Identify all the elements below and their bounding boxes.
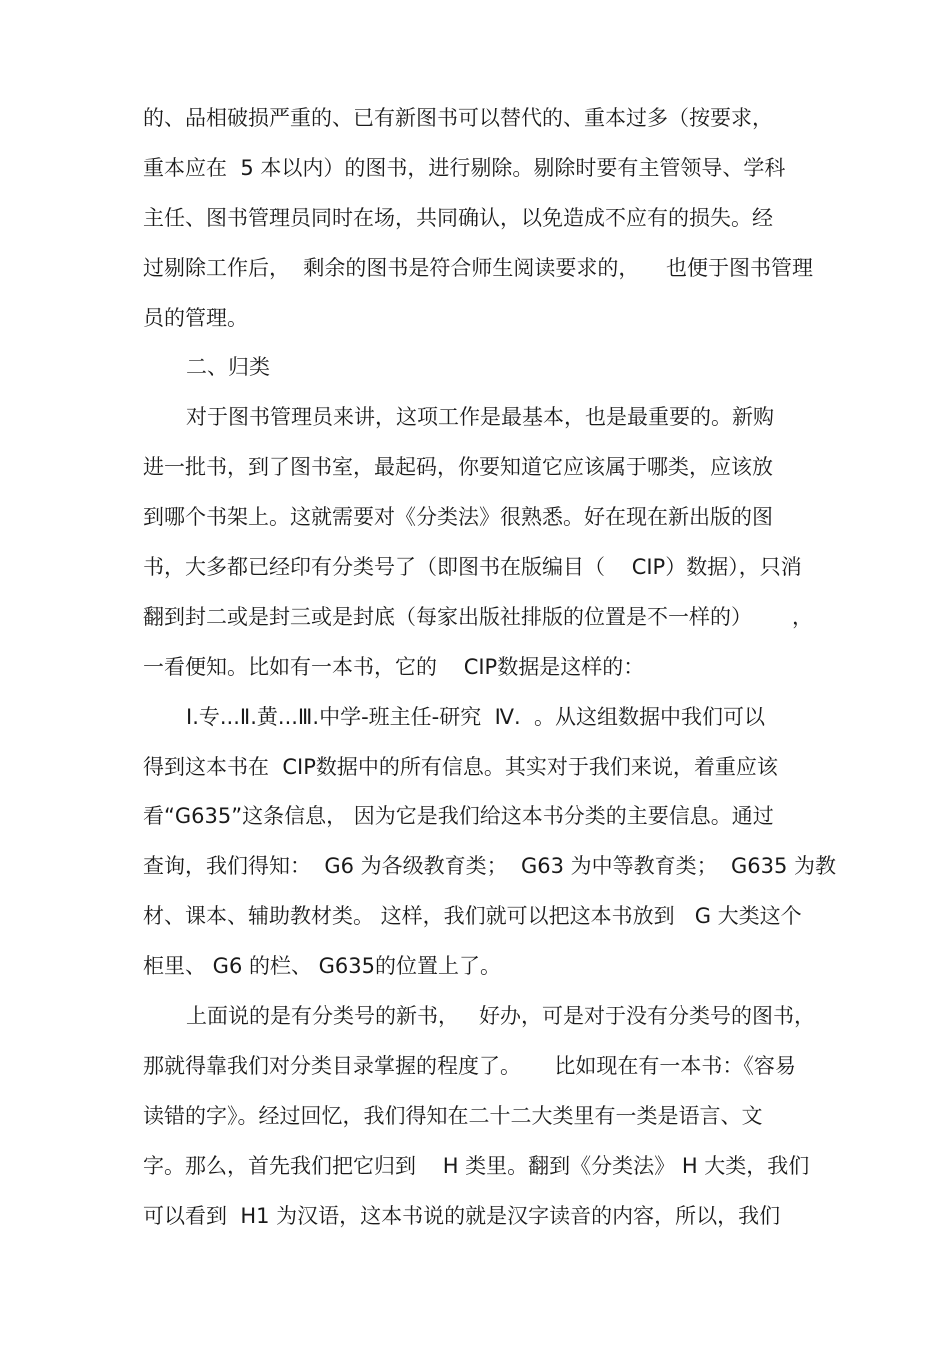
text-line: 员的管理。 <box>143 306 248 330</box>
text-line: 那就得靠我们对分类目录掌握的程度了。 比如现在有一本书：《容易 <box>143 1054 796 1078</box>
text-line: 进一批书，到了图书室，最起码，你要知道它应该属于哪类，应该放 <box>143 455 773 479</box>
text-line: 对于图书管理员来讲，这项工作是最基本，也是最重要的。新购 <box>186 405 774 429</box>
section-heading: 二、归类 <box>186 355 270 379</box>
text-line: 主任、图书管理员同时在场，共同确认，以免造成不应有的损失。经 <box>143 206 773 230</box>
text-line: 翻到封二或是封三或是封底（每家出版社排版的位置是不一样的） ， <box>143 605 814 629</box>
text-line: 书，大多都已经印有分类号了（即图书在版编目（ CIP）数据），只消 <box>143 555 802 579</box>
text-line: 字。那么，首先我们把它归到 H 类里。翻到《分类法》 H 大类，我们 <box>143 1154 810 1178</box>
text-line: Ⅰ.专...Ⅱ.黄...Ⅲ.中学-班主任-研究 Ⅳ. 。从这组数据中我们可以 <box>186 705 765 729</box>
text-line: 过剔除工作后， 剩余的图书是符合师生阅读要求的， 也便于图书管理 <box>143 256 814 280</box>
text-line: 看“G635”这条信息， 因为它是我们给这本书分类的主要信息。通过 <box>143 804 774 828</box>
text-line: 一看便知。比如有一本书，它的 CIP数据是这样的： <box>143 655 645 679</box>
text-line: 得到这本书在 CIP数据中的所有信息。其实对于我们来说，着重应该 <box>143 755 778 779</box>
text-line: 读错的字》。经过回忆，我们得知在二十二大类里有一类是语言、文 <box>143 1104 763 1128</box>
text-line: 的、品相破损严重的、已有新图书可以替代的、重本过多（按要求， <box>143 106 773 130</box>
text-line: 重本应在 5 本以内）的图书，进行剔除。剔除时要有主管领导、学科 <box>143 156 786 180</box>
text-line: 到哪个书架上。这就需要对《分类法》很熟悉。好在现在新出版的图 <box>143 505 773 529</box>
text-line: 柜里、 G6 的栏、 G635的位置上了。 <box>143 954 502 978</box>
text-line: 上面说的是有分类号的新书， 好办，可是对于没有分类号的图书， <box>186 1004 816 1028</box>
text-line: 查询，我们得知： G6 为各级教育类； G63 为中等教育类； G635 为教 <box>143 854 837 878</box>
text-line: 可以看到 H1 为汉语，这本书说的就是汉字读音的内容，所以，我们 <box>143 1204 781 1228</box>
text-line: 材、课本、辅助教材类。 这样，我们就可以把这本书放到 G 大类这个 <box>143 904 802 928</box>
